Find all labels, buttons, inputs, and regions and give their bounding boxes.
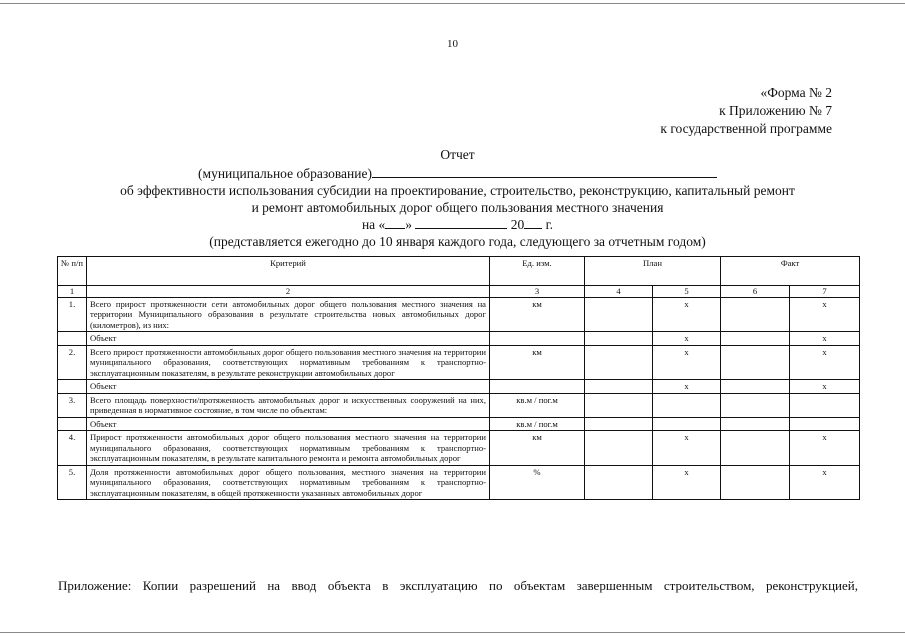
object-plan-5 — [653, 417, 721, 431]
row-plan-5: x — [653, 345, 721, 380]
row-fact-7: x — [790, 297, 860, 332]
row-plan-4 — [585, 297, 653, 332]
form-header-line-1: «Форма № 2 — [760, 85, 832, 100]
object-label: Объект — [87, 380, 490, 394]
row-plan-5: x — [653, 297, 721, 332]
col-number-2: 2 — [87, 286, 490, 298]
object-unit: кв.м / пог.м — [490, 417, 585, 431]
submission-note: (представляется ежегодно до 10 января каждого года, следующего за отчетным годом) — [209, 234, 706, 249]
municipal-blank — [372, 165, 717, 178]
row-num: 2. — [58, 345, 87, 380]
row-fact-6 — [721, 465, 790, 500]
row-plan-5: x — [653, 465, 721, 500]
col-number-3: 3 — [490, 286, 585, 298]
object-plan-5: x — [653, 332, 721, 346]
row-fact-6 — [721, 297, 790, 332]
object-plan-4 — [585, 332, 653, 346]
municipal-line — [60, 165, 855, 182]
object-label: Объект — [87, 332, 490, 346]
row-criterion: Всего прирост протяженности сети автомобильных дорог общего пользования местного значения на территории Муниципального образования в результате строительства новых автомобильных дорог (километров), из них: — [87, 297, 490, 332]
report-title-block — [60, 146, 855, 250]
object-num — [58, 380, 87, 394]
object-unit — [490, 380, 585, 394]
table-row — [58, 297, 860, 332]
object-row — [58, 417, 860, 431]
col-number-6: 6 — [721, 286, 790, 298]
object-unit — [490, 332, 585, 346]
header-criterion: Критерий — [87, 257, 490, 286]
row-fact-7: x — [790, 465, 860, 500]
report-title: Отчет — [440, 147, 475, 162]
object-fact-6 — [721, 332, 790, 346]
row-criterion: Прирост протяженности автомобильных дорог общего пользования местного значения на территории муниципального образования, соответствующих нормативным требованиям к транспортно-эксплуатационным показателям, в результате капитального ремонта и ремонта автомобильных дорог — [87, 431, 490, 466]
row-plan-4 — [585, 345, 653, 380]
table-header-row — [58, 257, 860, 286]
date-line — [60, 216, 855, 233]
report-table — [57, 256, 860, 500]
col-number-7: 7 — [790, 286, 860, 298]
object-fact-6 — [721, 417, 790, 431]
col-number-5: 5 — [653, 286, 721, 298]
title-line-1: об эффективности использования субсидии на проектирование, строительство, реконструкцию, капитальный ремонт — [120, 183, 795, 198]
col-number-4: 4 — [585, 286, 653, 298]
day-blank — [385, 216, 405, 229]
table-row — [58, 431, 860, 466]
object-label: Объект — [87, 417, 490, 431]
col-number-1: 1 — [58, 286, 87, 298]
row-num: 5. — [58, 465, 87, 500]
header-plan: План — [585, 257, 721, 286]
row-unit: км — [490, 297, 585, 332]
object-fact-7: x — [790, 332, 860, 346]
date-suffix: г. — [545, 217, 554, 232]
row-criterion: Всего прирост протяженности автомобильных дорог общего пользования местного значения на территории муниципального образования, соответствующих нормативным требованиям к транспортно-эксплуатационным показателям, в результате реконструкции автомобильных дорог — [87, 345, 490, 380]
form-header — [660, 84, 832, 138]
table-row — [58, 345, 860, 380]
row-fact-6 — [721, 393, 790, 417]
header-unit: Ед. изм. — [490, 257, 585, 286]
table-row — [58, 465, 860, 500]
object-num — [58, 417, 87, 431]
row-fact-6 — [721, 431, 790, 466]
bottom-scan-edge — [0, 632, 905, 633]
object-fact-7 — [790, 417, 860, 431]
form-header-line-2: к Приложению № 7 — [719, 103, 832, 118]
row-fact-6 — [721, 345, 790, 380]
table-row — [58, 393, 860, 417]
row-num: 1. — [58, 297, 87, 332]
object-row — [58, 380, 860, 394]
date-mid: » — [405, 217, 413, 232]
row-num: 3. — [58, 393, 87, 417]
footer-note: Приложение: Копии разрешений на ввод объекта в эксплуатацию по объектам завершенным строительством, реконструкцией, — [58, 578, 858, 593]
row-criterion: Доля протяженности автомобильных дорог общего пользования, местного значения на территории муниципального образования, соответствующих нормативным требованиям к транспортно-эксплуатационным показателям, в общей протяженности указанных автомобильных дорог — [87, 465, 490, 500]
date-year: 20 — [510, 217, 525, 232]
page-number: 10 — [447, 38, 458, 50]
object-fact-6 — [721, 380, 790, 394]
month-blank — [415, 216, 507, 229]
row-plan-4 — [585, 393, 653, 417]
form-header-line-3: к государственной программе — [660, 121, 832, 136]
municipal-label: (муниципальное образование) — [198, 166, 372, 181]
object-row — [58, 332, 860, 346]
row-unit: км — [490, 345, 585, 380]
object-fact-7: x — [790, 380, 860, 394]
row-fact-7: x — [790, 345, 860, 380]
header-fact: Факт — [721, 257, 860, 286]
row-criterion: Всего площадь поверхности/протяженность автомобильных дорог и искусственных сооружений на них, приведенная в нормативное состояние, в том числе по объектам: — [87, 393, 490, 417]
top-scan-edge — [0, 3, 905, 4]
row-plan-4 — [585, 465, 653, 500]
row-plan-5 — [653, 393, 721, 417]
row-unit: км — [490, 431, 585, 466]
row-num: 4. — [58, 431, 87, 466]
column-number-row — [58, 286, 860, 298]
object-plan-5: x — [653, 380, 721, 394]
object-plan-4 — [585, 380, 653, 394]
row-plan-4 — [585, 431, 653, 466]
object-num — [58, 332, 87, 346]
row-unit: кв.м / пог.м — [490, 393, 585, 417]
row-plan-5: x — [653, 431, 721, 466]
object-plan-4 — [585, 417, 653, 431]
year-blank — [524, 216, 542, 229]
row-unit: % — [490, 465, 585, 500]
header-num: № п/п — [58, 257, 87, 286]
title-line-2: и ремонт автомобильных дорог общего пользования местного значения — [251, 200, 664, 215]
date-prefix: на « — [361, 217, 386, 232]
row-fact-7: x — [790, 431, 860, 466]
row-fact-7 — [790, 393, 860, 417]
